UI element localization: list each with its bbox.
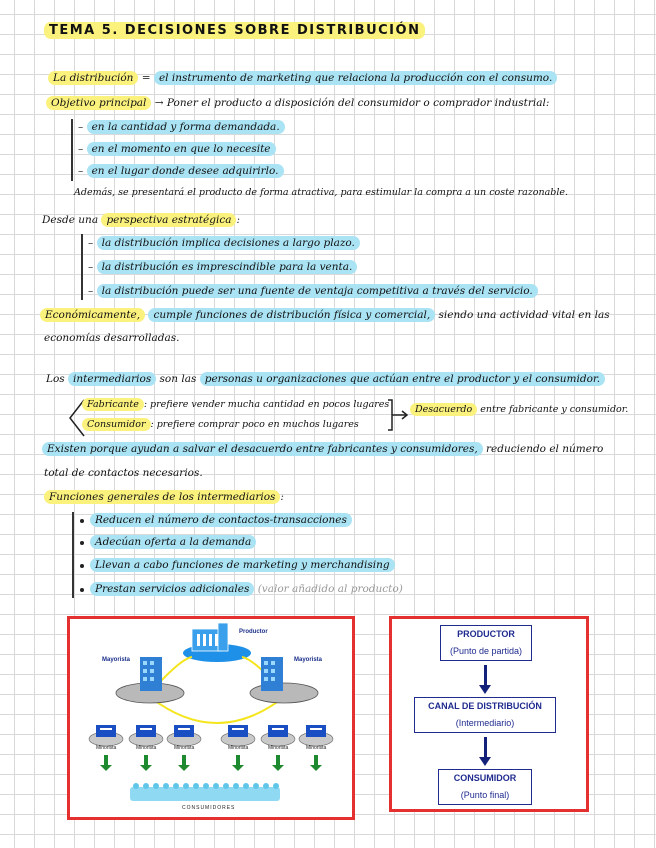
consumer-line: Consumidor : prefiere comprar poco en muchos lugares bbox=[82, 418, 359, 432]
page-title: TEMA 5. DECISIONES SOBRE DISTRIBUCIÓN bbox=[44, 24, 425, 38]
exist-line: Existen porque ayudan a salvar el desacuerdo entre fabricantes y consumidores, reduciendo el número bbox=[42, 442, 603, 456]
bracket-arrow-icon bbox=[386, 398, 410, 434]
network-illustration bbox=[70, 619, 352, 817]
arrow-icon: → bbox=[154, 97, 164, 109]
list-item: – la distribución es imprescindible para la venta. bbox=[88, 260, 357, 274]
retailer-label: Minorista bbox=[96, 745, 117, 751]
bullet-icon bbox=[80, 588, 84, 592]
list-item: Llevan a cabo funciones de marketing y merchandising bbox=[90, 558, 395, 572]
retailer-label: Minorista bbox=[306, 745, 327, 751]
list-item: Reducen el número de contactos-transacciones bbox=[90, 513, 352, 527]
objective-line bbox=[46, 96, 549, 110]
mismatch-line: Desacuerdo entre fabricante y consumidor. bbox=[410, 403, 628, 417]
objective-text: Poner el producto a disposición del consumidor o comprador industrial: bbox=[166, 97, 550, 109]
retailer-label: Minorista bbox=[268, 745, 289, 751]
objective-note: Además, se presentará el producto de forma atractiva, para estimular la compra a un coste razonable. bbox=[74, 187, 569, 198]
retailer-label: Minorista bbox=[136, 745, 157, 751]
list-item: – en el momento en que lo necesite bbox=[78, 142, 276, 156]
economic-line-2: economías desarrolladas. bbox=[44, 332, 180, 344]
strategic-bracket bbox=[81, 234, 83, 300]
wholesaler-label-right: Mayorista bbox=[294, 657, 323, 663]
list-item: – la distribución puede ser una fuente de ventaja competitiva a través del servicio. bbox=[88, 284, 538, 298]
bullet-icon bbox=[80, 564, 84, 568]
retailer-label: Minorista bbox=[174, 745, 195, 751]
wholesaler-label-left: Mayorista bbox=[102, 657, 131, 663]
definition-equals: = bbox=[141, 72, 151, 84]
strategic-label: perspectiva estratégica bbox=[101, 213, 236, 227]
bullet-icon bbox=[80, 519, 84, 523]
definition-line bbox=[48, 71, 557, 85]
definition-text: el instrumento de marketing que relaciona la producción con el consumo. bbox=[154, 71, 557, 85]
functions-bracket bbox=[72, 512, 74, 598]
arrow-down-icon bbox=[484, 737, 487, 759]
consumer-box: CONSUMIDOR (Punto final) bbox=[438, 769, 532, 805]
producer-label: Productor bbox=[239, 629, 268, 635]
list-item: Prestan servicios adicionales (valor añadido al producto) bbox=[90, 582, 403, 596]
list-item: – en la cantidad y forma demandada. bbox=[78, 120, 285, 134]
distribution-network-diagram bbox=[67, 616, 355, 820]
intermediaries-line: Los intermediarios son las personas u organizaciones que actúan entre el productor y el consumidor. bbox=[46, 372, 605, 386]
distribution-flow-diagram bbox=[389, 616, 589, 812]
list-item: – la distribución implica decisiones a largo plazo. bbox=[88, 236, 360, 250]
functions-heading: Funciones generales de los intermediarios : bbox=[44, 490, 284, 504]
definition-term: La distribución bbox=[48, 71, 138, 85]
manufacturer-line: Fabricante : prefiere vender mucha cantidad en pocos lugares bbox=[82, 398, 389, 412]
list-item: – en el lugar donde desee adquirirlo. bbox=[78, 164, 284, 178]
retailer-label: Minorista bbox=[228, 745, 249, 751]
arrow-down-icon bbox=[484, 665, 487, 687]
economic-line: Económicamente, cumple funciones de distribución física y comercial, siendo una actividad vital en las bbox=[40, 308, 610, 322]
exist-line-2: total de contactos necesarios. bbox=[44, 467, 203, 479]
strategic-line: Desde una perspectiva estratégica : bbox=[42, 214, 241, 226]
objective-label: Objetivo principal bbox=[46, 96, 151, 110]
list-item: Adecúan oferta a la demanda bbox=[90, 535, 256, 549]
consumers-label: CONSUMIDORES bbox=[182, 805, 236, 811]
channel-box: CANAL DE DISTRIBUCIÓN (Intermediario) bbox=[414, 697, 556, 733]
producer-box: PRODUCTOR (Punto de partida) bbox=[440, 625, 532, 661]
bullet-icon bbox=[80, 541, 84, 545]
objective-bracket bbox=[71, 119, 73, 181]
